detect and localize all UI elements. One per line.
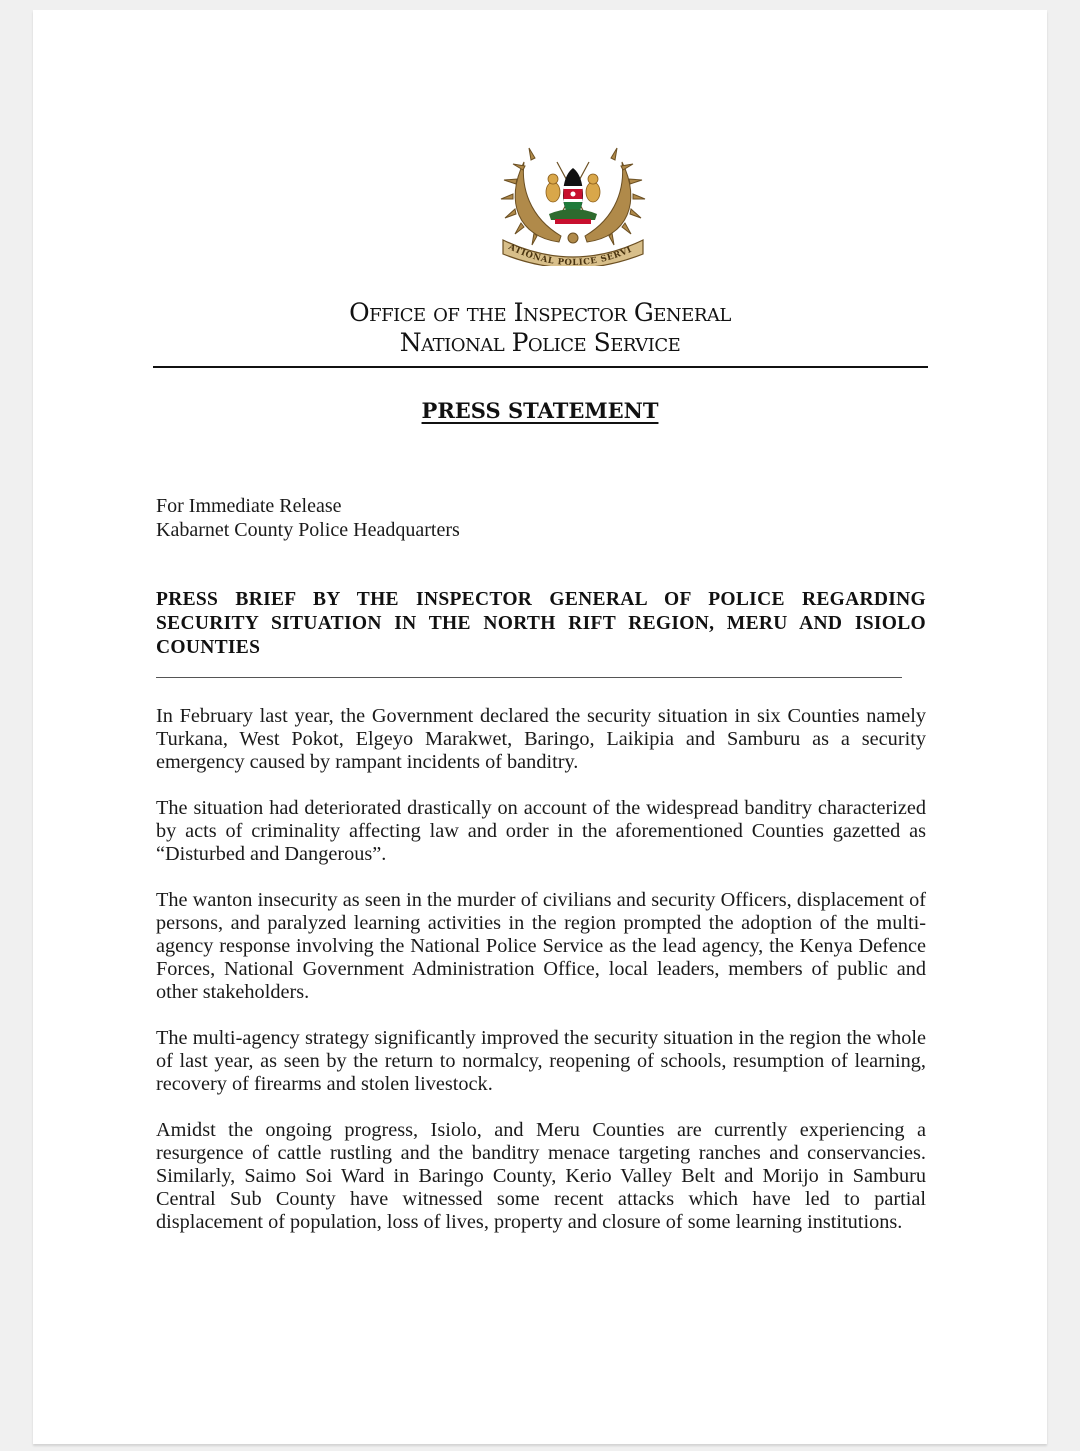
paragraph: The situation had deteriorated drastically on account of the widespread banditry characterized by acts of criminality affecting law and order in the aforementioned Counties gazetted as “Disturbed and Dangerous”.	[156, 797, 926, 865]
office-heading-line1: Office of the Inspector General	[349, 298, 731, 327]
paragraph: The wanton insecurity as seen in the murder of civilians and security Officers, displacement of persons, and paralyzed learning activities in the region prompted the adoption of the multi-agency response involving the National Police Service as the lead agency, the Kenya Defence Forces, National Government Administration Office, local leaders, members of public and other stakeholders.	[156, 889, 926, 1003]
office-heading	[153, 298, 927, 358]
brief-title: PRESS BRIEF BY THE INSPECTOR GENERAL OF POLICE REGARDING SECURITY SITUATION IN THE NORTH RIFT REGION, MERU AND ISIOLO COUNTIES	[156, 589, 926, 658]
office-heading-line2: National Police Service	[399, 328, 681, 357]
press-statement-label: PRESS STATEMENT	[421, 398, 659, 423]
brief-divider	[156, 677, 902, 678]
release-location: Kabarnet County Police Headquarters	[156, 519, 460, 541]
paragraph: The multi-agency strategy significantly improved the security situation in the region the whole of last year, as seen by the return to normalcy, reopening of schools, resumption of learning, recovery of firearms and stolen livestock.	[156, 1027, 926, 1095]
release-line: For Immediate Release	[156, 495, 342, 517]
statement-body	[156, 705, 926, 1257]
document-page	[33, 10, 1047, 1444]
paragraph: In February last year, the Government declared the security situation in six Counties namely Turkana, West Pokot, Elgeyo Marakwet, Baringo, Laikipia and Samburu as a security emergency caused by rampant incidents of banditry.	[156, 705, 926, 773]
national-police-service-emblem-icon	[499, 142, 647, 266]
svg-text:NATIONAL POLICE SERVICE: ATIONAL POLICE SERVI	[506, 242, 634, 266]
header-divider	[153, 366, 928, 368]
paragraph: Amidst the ongoing progress, Isiolo, and Meru Counties are currently experiencing a resurgence of cattle rustling and the banditry menace targeting ranches and conservancies. Similarly, Saimo Soi Ward in Baringo County, Kerio Valley Belt and Morijo in Samburu Central Sub County have witnessed some recent attacks which have led to partial displacement of population, loss of lives, property and closure of some learning institutions.	[156, 1119, 926, 1233]
release-info	[156, 494, 460, 542]
press-statement-title	[33, 396, 1047, 426]
